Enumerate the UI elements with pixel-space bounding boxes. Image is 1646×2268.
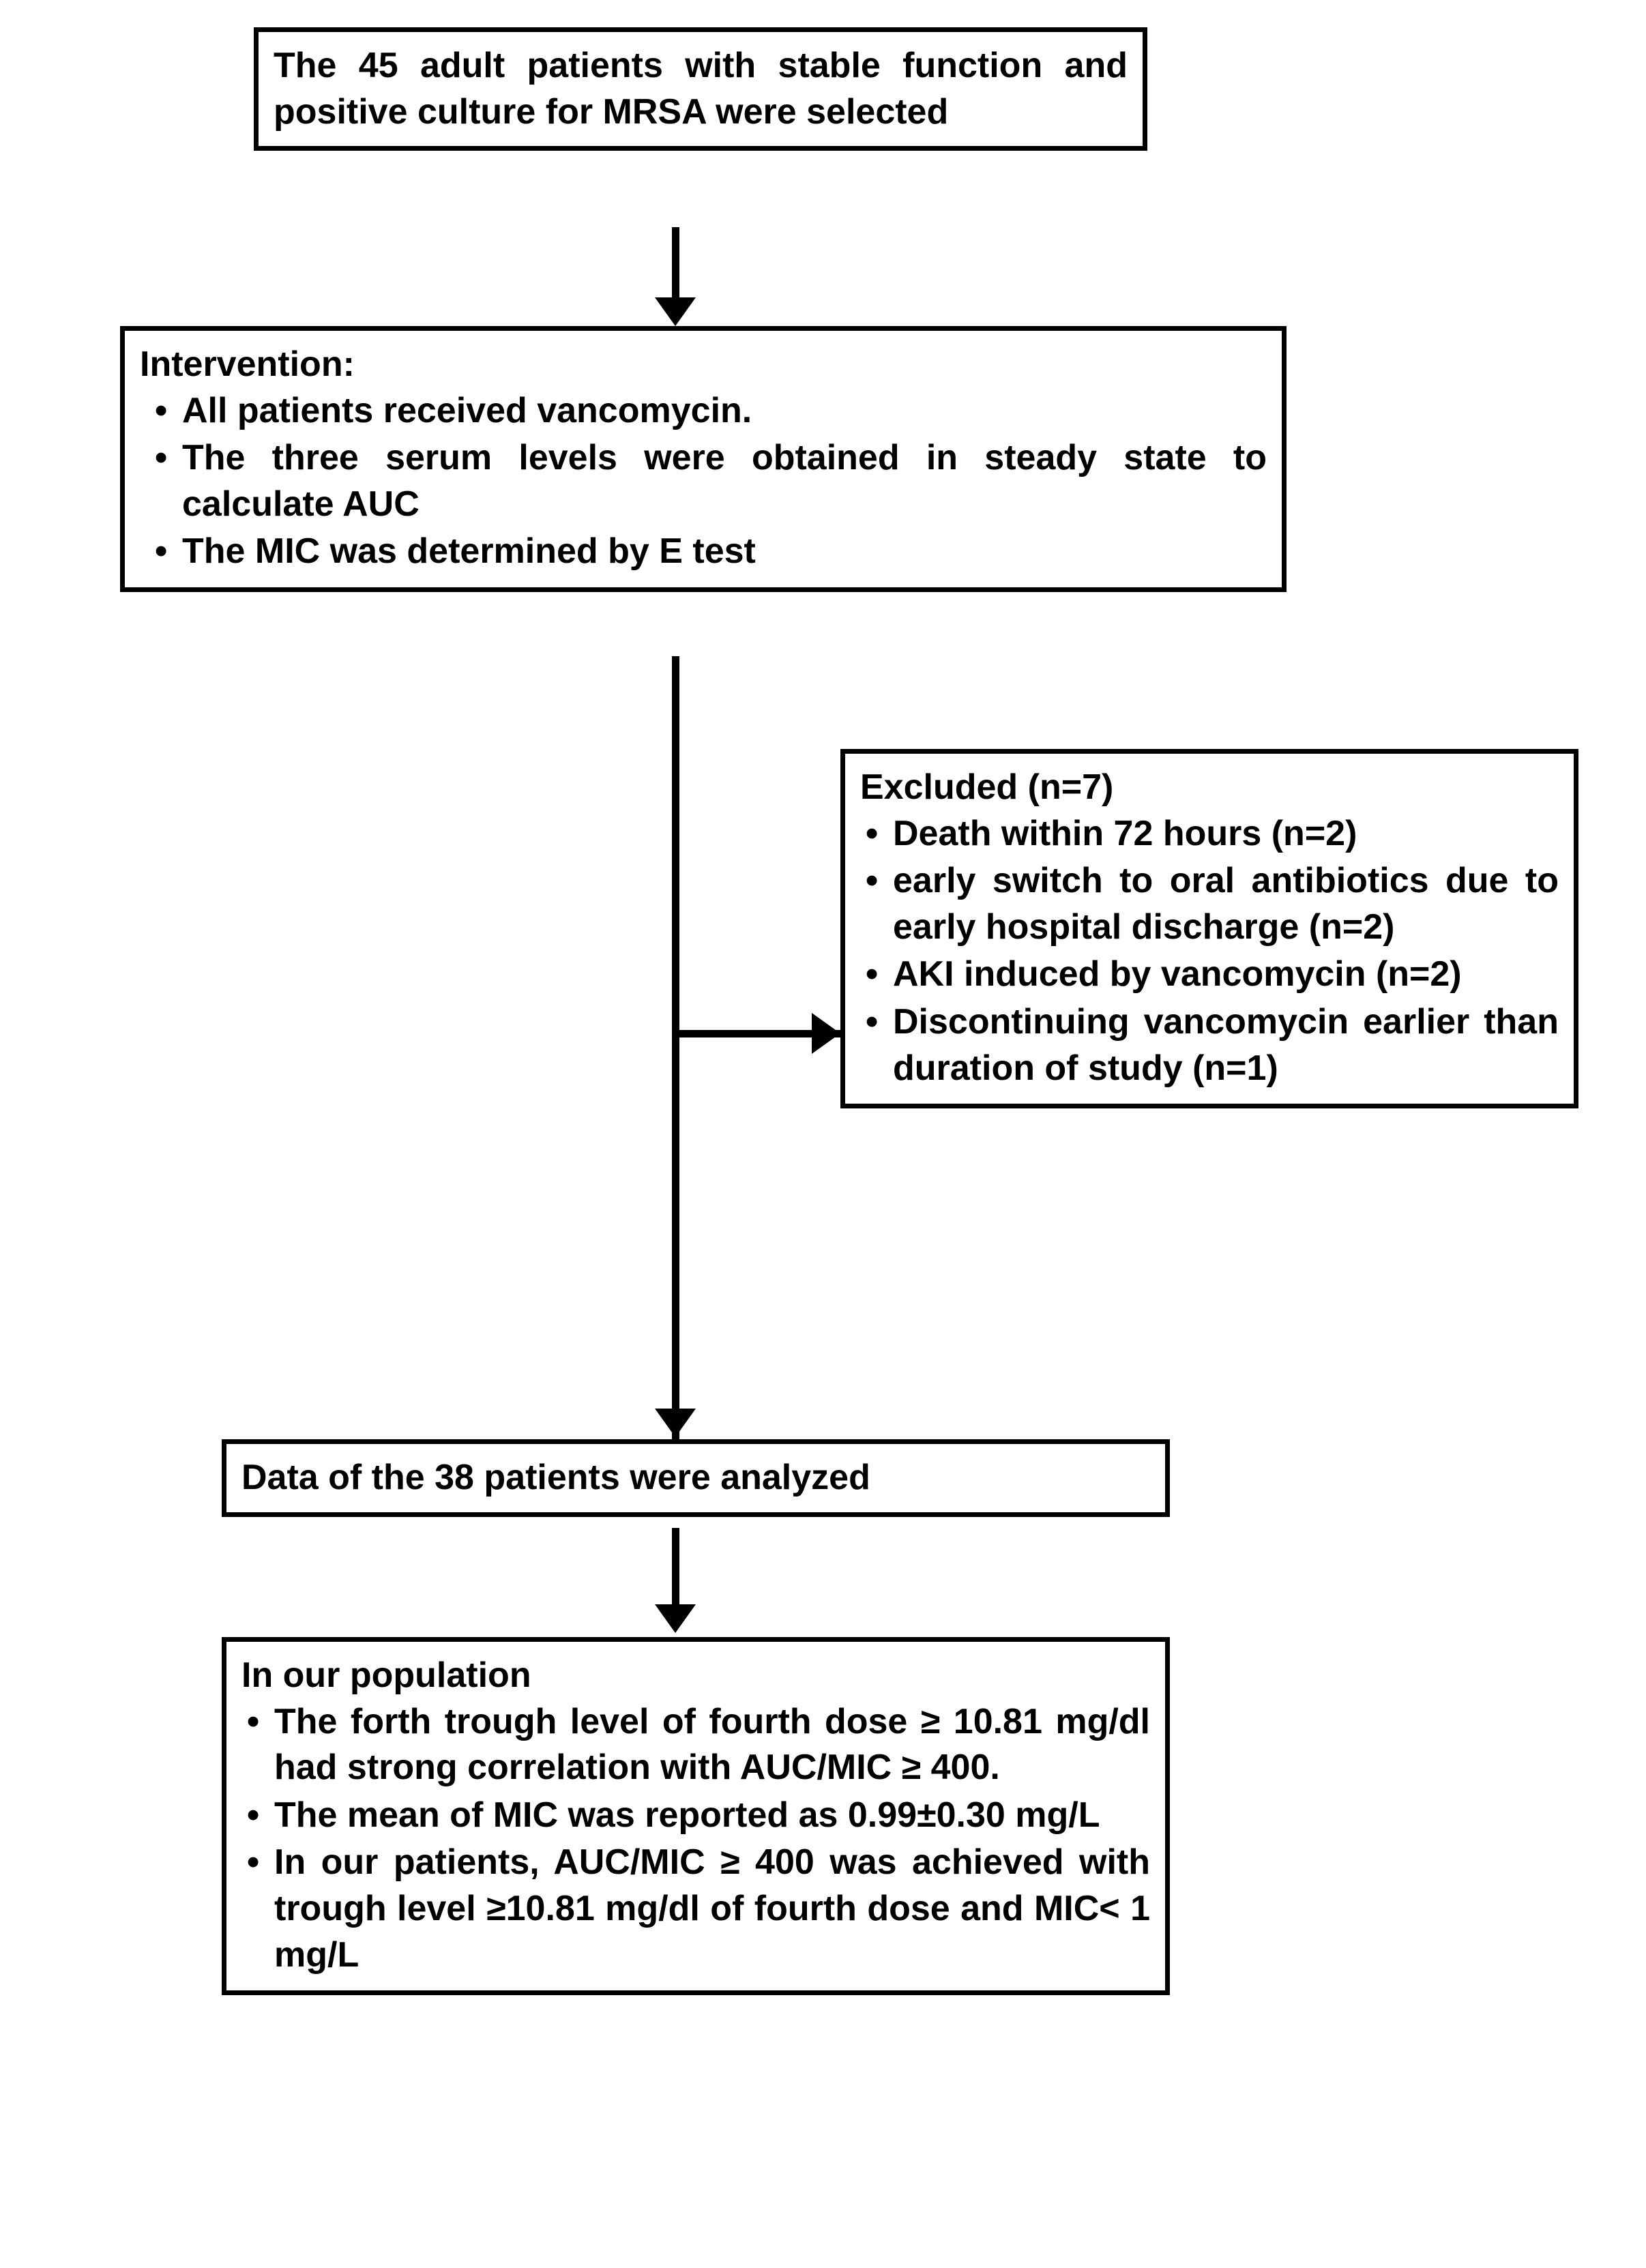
connector-selected-to-intervention-line <box>672 227 679 302</box>
list-item: • Death within 72 hours (n=2) <box>860 811 1559 857</box>
node-intervention <box>120 326 1287 592</box>
connector-excluded-arrowhead <box>812 1013 840 1054</box>
node-excluded-heading: Excluded (n=7) <box>860 767 1114 807</box>
list-item: • In our patients, AUC/MIC ≥ 400 was achieved with trough level ≥10.81 mg/dl of fourth dose and MIC< 1 mg/L <box>241 1840 1150 1978</box>
list-item: • AKI induced by vancomycin (n=2) <box>860 952 1559 998</box>
connector-analyzed-to-population-arrowhead <box>655 1604 696 1633</box>
node-population-bullets <box>241 1699 1150 1979</box>
node-selected-patients <box>254 27 1147 151</box>
list-item: • The MIC was determined by E test <box>140 529 1267 575</box>
list-item: • Discontinuing vancomycin earlier than duration of study (n=1) <box>860 999 1559 1091</box>
connector-intervention-to-analyzed-arrowhead <box>655 1409 696 1437</box>
list-item: • The forth trough level of fourth dose ≥ 10.81 mg/dl had strong correlation with AUC/MIC ≥ 400. <box>241 1699 1150 1791</box>
connector-selected-to-intervention-arrowhead <box>655 297 696 326</box>
connector-analyzed-to-population-line <box>672 1528 679 1610</box>
node-selected-patients-text: The 45 adult patients with stable function and positive culture for MRSA were selected <box>274 46 1128 132</box>
node-excluded <box>840 749 1578 1108</box>
node-intervention-heading: Intervention: <box>140 344 355 384</box>
node-intervention-bullets <box>140 388 1267 575</box>
node-population <box>222 1637 1170 1995</box>
list-item: • early switch to oral antibiotics due to early hospital discharge (n=2) <box>860 858 1559 950</box>
list-item: • The three serum levels were obtained in steady state to calculate AUC <box>140 435 1267 527</box>
node-analyzed-text: Data of the 38 patients were analyzed <box>241 1458 870 1497</box>
list-item: • All patients received vancomycin. <box>140 388 1267 435</box>
list-item: • The mean of MIC was reported as 0.99±0.30 mg/L <box>241 1793 1150 1839</box>
node-population-heading: In our population <box>241 1655 531 1695</box>
node-excluded-bullets <box>860 811 1559 1092</box>
node-analyzed <box>222 1439 1170 1517</box>
connector-intervention-to-analyzed-line <box>672 656 679 1439</box>
